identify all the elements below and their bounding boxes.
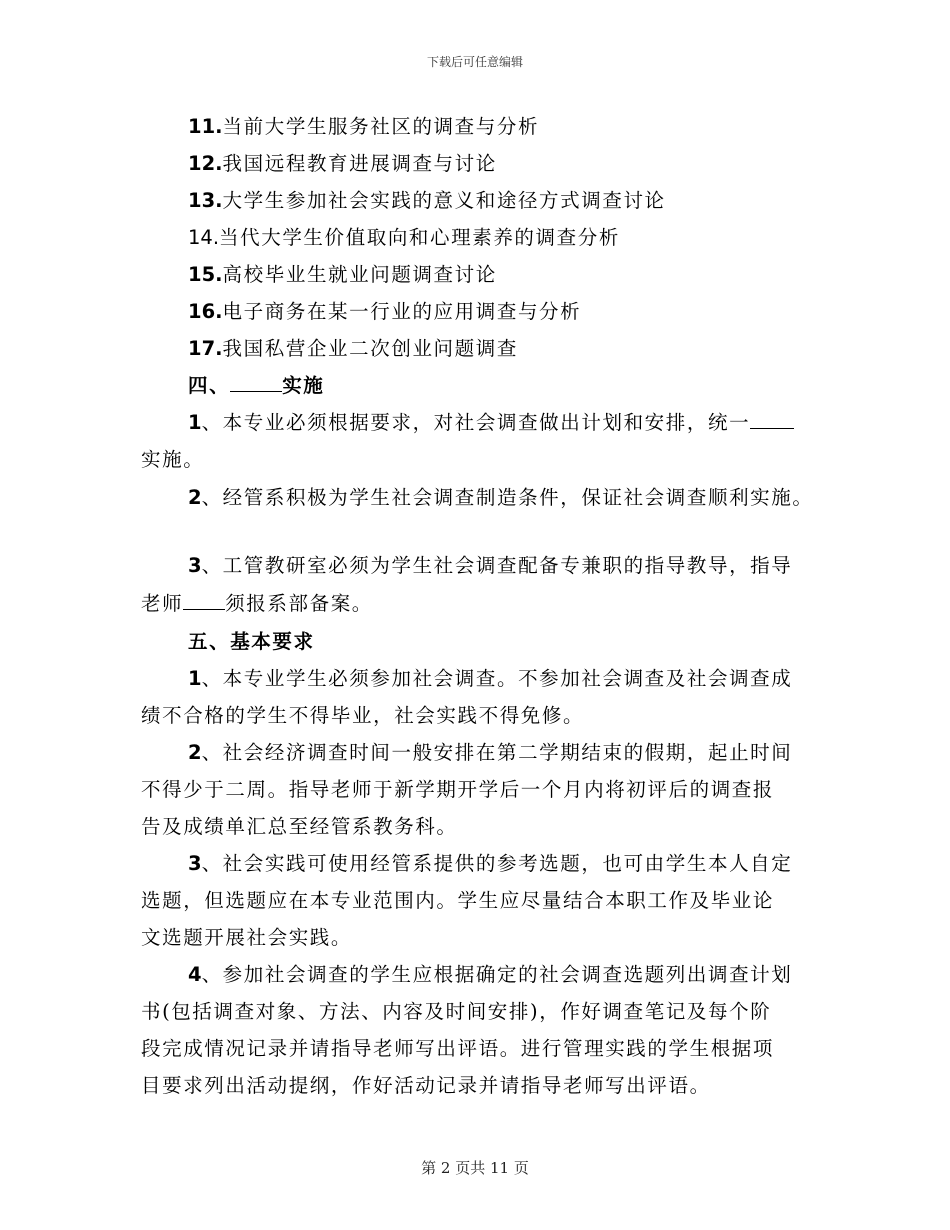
section-heading: 五、基本要求 [188,630,315,653]
topic-text: 当前大学生服务社区的调查与分析 [222,115,540,138]
topic-item [188,189,666,213]
item-number: 2 [188,741,202,764]
blank-underline [750,411,794,429]
blank-underline [230,374,282,392]
topic-number: 13. [188,189,223,212]
topic-number: 12. [188,152,223,175]
paragraph-line: 1、本专业学生必须参加社会调查。不参加社会调查及社会调查成 [188,667,793,690]
topic-item [188,300,581,324]
item-number: 3 [188,852,202,875]
topic-number: 17. [188,337,223,360]
paragraph-line: 选题，但选题应在本专业范围内。学生应尽量结合本职工作及毕业论 [141,889,775,912]
item-number: 2 [188,486,202,509]
paragraph-line: 文选题开展社会实践。 [141,926,353,949]
topic-item [188,226,620,250]
topic-text: 高校毕业生就业问题调查讨论 [222,263,497,286]
paragraph-line: 2、经管系积极为学生社会调查制造条件，保证社会调查顺利实施。 [188,486,814,509]
topic-item [188,152,497,176]
paragraph-line: 绩不合格的学生不得毕业，社会实践不得免修。 [141,704,585,727]
paragraph-line: 1、本专业必须根据要求，对社会调查做出计划和安排，统一 [188,411,794,435]
paragraph-line: 老师 须报系部备案。 [141,592,373,615]
topic-text: 我国远程教育进展调查与讨论 [222,152,497,175]
paragraph-line: 实施。 [141,448,205,471]
topic-text: 大学生参加社会实践的意义和途径方式调查讨论 [222,189,666,212]
paragraph-line: 段完成情况记录并请指导老师写出评语。进行管理实践的学生根据项 [141,1037,775,1060]
topic-number: 16. [188,300,223,323]
topic-number: 14. [188,226,220,249]
item-number: 1 [188,667,202,690]
item-number: 4 [188,963,202,986]
section-prefix: 四、 [188,374,231,397]
topic-item [188,263,497,287]
topic-number: 15. [188,263,223,286]
topic-text: 电子商务在某一行业的应用调查与分析 [222,300,582,323]
page-footer: 第 2 页共 11 页 [421,1159,529,1177]
item-number: 3 [188,554,202,577]
paragraph-line: 不得少于二周。指导老师于新学期开学后一个月内将初评后的调查报 [141,778,775,801]
paragraph-line: 2、社会经济调查时间一般安排在第二学期结束的假期，起止时间 [188,741,793,764]
paragraph-line: 告及成绩单汇总至经管系教务科。 [141,815,458,838]
topic-item [188,337,518,361]
topic-item [188,115,539,139]
page-header: 下载后可任意编辑 [426,55,523,69]
section-title: 实施 [282,374,325,397]
section-heading [188,374,324,398]
topic-number: 11. [188,115,223,138]
blank-underline [183,592,225,610]
item-number: 1 [188,411,202,434]
paragraph-line: 3、工管教研室必须为学生社会调查配备专兼职的指导教导，指导 [188,554,793,577]
topic-text: 当代大学生价值取向和心理素养的调查分析 [219,226,620,249]
paragraph-line: 目要求列出活动提纲，作好活动记录并请指导老师写出评语。 [141,1074,711,1097]
paragraph-line: 书(包括调查对象、方法、内容及时间安排)，作好调查笔记及每个阶 [141,1000,772,1023]
topic-text: 我国私营企业二次创业问题调查 [222,337,518,360]
paragraph-line: 4、参加社会调查的学生应根据确定的社会调查选题列出调查计划 [188,963,793,986]
paragraph-line: 3、社会实践可使用经管系提供的参考选题，也可由学生本人自定 [188,852,793,875]
